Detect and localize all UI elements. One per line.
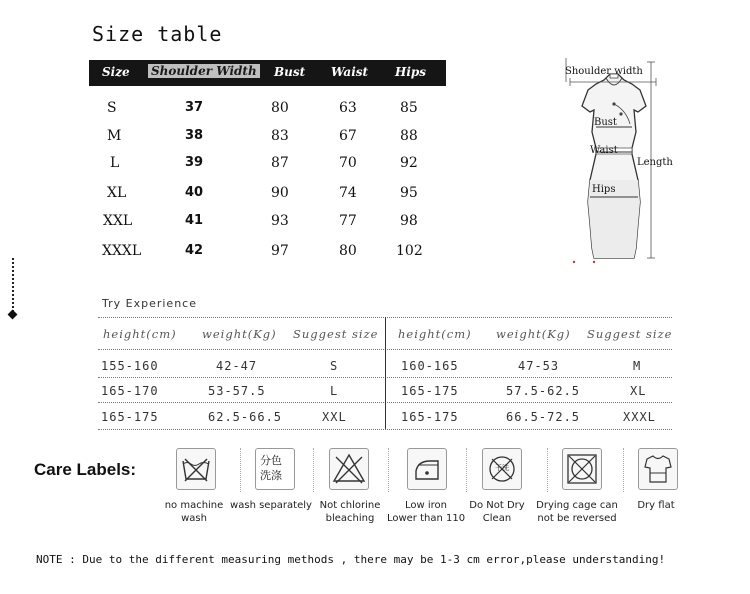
- cell-shoulder: 38: [185, 128, 204, 143]
- no-machine-wash-icon: [176, 448, 216, 490]
- cell-bust: 83: [271, 128, 289, 144]
- cell-size: XXL: [103, 213, 133, 229]
- care-separator: [466, 448, 467, 492]
- cell-shoulder: 39: [185, 155, 204, 170]
- dry-flat-icon: [638, 448, 678, 490]
- care-label: [315, 499, 385, 525]
- cell-size: XXXL: [102, 243, 142, 259]
- care-label: [630, 499, 682, 512]
- cell-size: M: [107, 128, 122, 144]
- try-cell: XXXL: [623, 410, 656, 424]
- try-cell: S: [330, 359, 339, 373]
- try-divider: [98, 429, 672, 430]
- care-separator: [623, 448, 624, 492]
- cell-bust: 87: [271, 155, 289, 171]
- table-row: [89, 100, 446, 128]
- cell-bust: 97: [271, 243, 289, 259]
- header-shoulder-width: Shoulder Width: [148, 64, 260, 78]
- wash-separately-glyph-1: 分色: [260, 454, 282, 467]
- dry-clean-glyph: 干洗: [495, 464, 509, 472]
- low-iron-icon: [407, 448, 447, 490]
- cell-waist: 77: [339, 213, 357, 229]
- diagram-waist-label: Waist: [590, 145, 618, 156]
- no-tumble-dry-icon: [562, 448, 602, 490]
- cell-waist: 63: [339, 100, 357, 116]
- try-cell: 165-175: [401, 384, 459, 398]
- try-cell: 165-175: [401, 410, 459, 424]
- try-header-height: height(cm): [103, 327, 177, 341]
- try-column-divider: [385, 317, 386, 429]
- care-label: [229, 499, 313, 512]
- table-row: [89, 243, 446, 271]
- care-label: [386, 499, 466, 525]
- cell-bust: 80: [271, 100, 289, 116]
- table-row: [89, 213, 446, 241]
- care-label-line-2: Lower than 110: [386, 513, 466, 524]
- try-header-weight: weight(Kg): [496, 327, 571, 341]
- cell-waist: 67: [339, 128, 357, 144]
- care-label-line-2: wash: [181, 513, 207, 524]
- try-cell: 57.5-62.5: [506, 384, 581, 398]
- try-cell: 155-160: [101, 359, 159, 373]
- cell-size: L: [110, 155, 120, 171]
- try-header-suggest-size: Suggest size: [293, 327, 379, 341]
- care-separator: [388, 448, 389, 492]
- try-cell: 165-170: [101, 384, 159, 398]
- care-label-line-1: Do Not Dry: [469, 500, 525, 511]
- cell-bust: 90: [271, 185, 289, 201]
- cell-hips: 98: [400, 213, 418, 229]
- try-cell: 66.5-72.5: [506, 410, 581, 424]
- care-label-line-2: not be reversed: [537, 513, 617, 524]
- care-label: [466, 499, 528, 525]
- wash-separately-glyph-2: 洗涤: [260, 469, 282, 482]
- header-waist: Waist: [331, 65, 369, 79]
- header-bust: Bust: [274, 65, 306, 79]
- cell-shoulder: 37: [185, 100, 204, 115]
- cell-size: XL: [107, 185, 127, 201]
- cell-shoulder: 41: [185, 213, 204, 228]
- cell-shoulder: 42: [185, 243, 204, 258]
- diagram-bust-label: Bust: [594, 117, 617, 128]
- size-table-title: Size table: [92, 22, 223, 46]
- cell-shoulder: 40: [185, 185, 204, 200]
- diagram-shoulder-width-label: Shoulder width: [565, 66, 643, 77]
- no-dry-clean-icon: [482, 448, 522, 490]
- cell-bust: 93: [271, 213, 289, 229]
- care-label-line-1: no machine: [164, 500, 224, 511]
- try-cell: 165-175: [101, 410, 159, 424]
- try-cell: 62.5-66.5: [208, 410, 283, 424]
- try-cell: XL: [630, 384, 647, 398]
- care-label: [158, 499, 230, 525]
- try-cell: 53-57.5: [208, 384, 266, 398]
- care-separator: [240, 448, 241, 492]
- care-label-line-2: Clean: [482, 513, 512, 524]
- cell-waist: 80: [339, 243, 357, 259]
- try-cell: M: [633, 359, 642, 373]
- no-chlorine-bleach-icon: [329, 448, 369, 490]
- cell-hips: 85: [400, 100, 418, 116]
- size-table-header: [89, 60, 446, 86]
- table-row: [89, 185, 446, 213]
- try-header-suggest-size: Suggest size: [587, 327, 673, 341]
- wash-separately-icon: [255, 448, 295, 490]
- measurement-note: NOTE : Due to the different measuring methods , there may be 1-3 cm error,please understanding!: [36, 553, 666, 566]
- care-label-line-2: bleaching: [325, 513, 375, 524]
- try-cell: 47-53: [518, 359, 560, 373]
- try-header-weight: weight(Kg): [202, 327, 277, 341]
- try-experience-title: Try Experience: [102, 297, 197, 310]
- care-separator: [547, 448, 548, 492]
- header-size: Size: [102, 65, 130, 79]
- cell-hips: 95: [400, 185, 418, 201]
- care-label-line-1: Low iron: [405, 500, 447, 511]
- try-cell: 42-47: [216, 359, 258, 373]
- try-cell: 160-165: [401, 359, 459, 373]
- dotted-divider: [12, 258, 16, 312]
- care-separator: [313, 448, 314, 492]
- cell-waist: 74: [339, 185, 357, 201]
- cell-hips: 88: [400, 128, 418, 144]
- try-cell: L: [330, 384, 339, 398]
- care-label-line-1: Not chlorine: [319, 500, 381, 511]
- try-cell: XXL: [322, 410, 347, 424]
- care-label-line-1: Dry flat: [637, 500, 675, 511]
- table-row: [89, 155, 446, 183]
- care-label: [533, 499, 621, 525]
- cell-hips: 92: [400, 155, 418, 171]
- care-label-line-1: Drying cage can: [536, 500, 618, 511]
- cell-waist: 70: [339, 155, 357, 171]
- cell-hips: 102: [396, 243, 423, 259]
- cell-size: S: [107, 100, 117, 116]
- header-hips: Hips: [395, 65, 427, 79]
- diagram-hips-label: Hips: [592, 184, 616, 195]
- try-header-height: height(cm): [398, 327, 472, 341]
- diagram-length-label: Length: [637, 157, 673, 168]
- table-row: [89, 128, 446, 156]
- care-label-line-1: wash separately: [230, 500, 312, 511]
- care-labels-title: Care Labels:: [34, 460, 137, 479]
